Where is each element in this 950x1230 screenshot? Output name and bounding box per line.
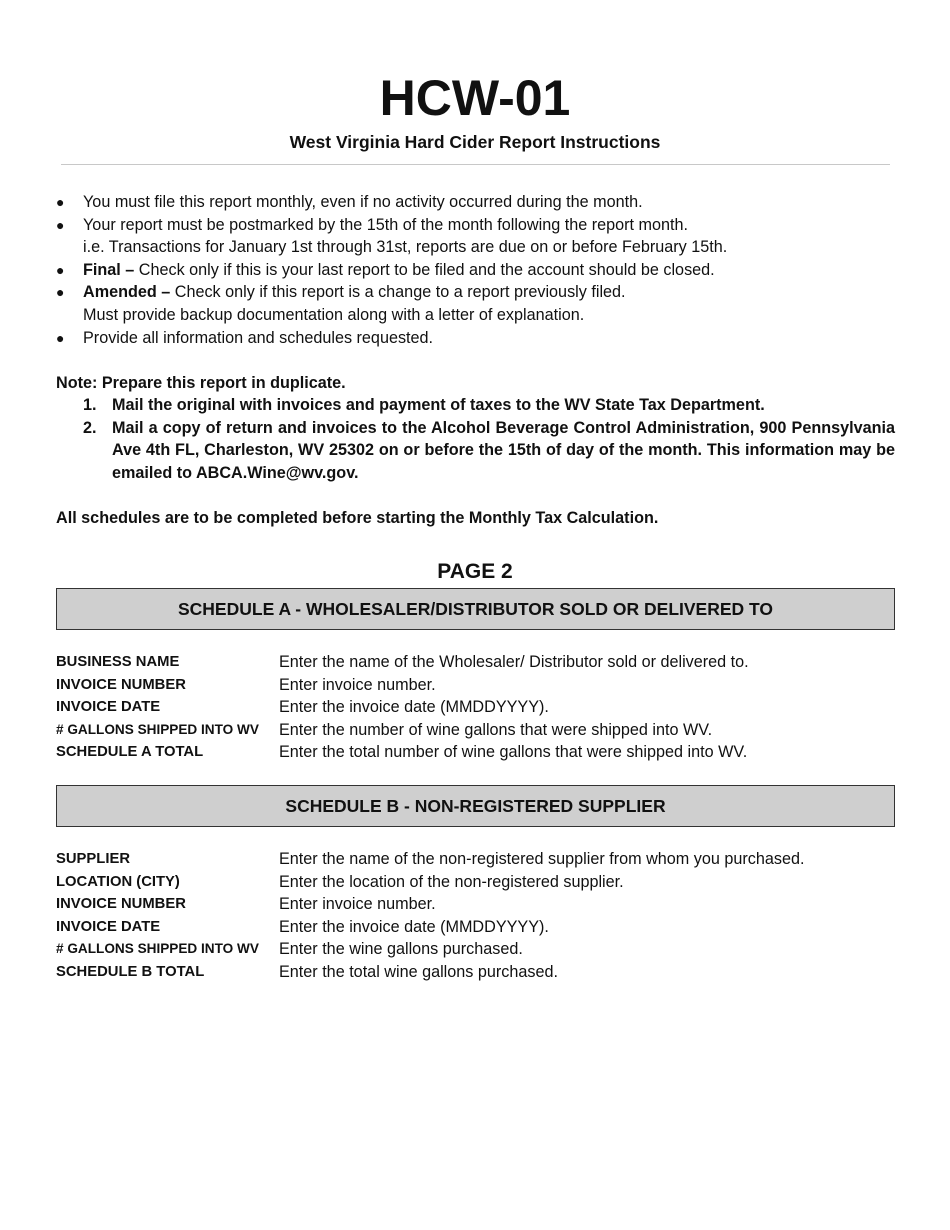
list-item-text: Amended – Check only if this report is a change to a report previously filed. xyxy=(83,283,626,302)
list-item xyxy=(56,327,916,350)
definition-row xyxy=(56,719,916,742)
field-description: Enter the name of the Wholesaler/ Distributor sold or delivered to. xyxy=(279,653,749,671)
field-description: Enter the invoice date (MMDDYYYY). xyxy=(279,698,549,717)
definition-row xyxy=(56,651,916,674)
field-description: Enter the number of wine gallons that were shipped into WV. xyxy=(279,720,713,739)
bullet-icon: ● xyxy=(56,329,65,346)
schedule-b-definitions xyxy=(56,848,916,984)
field-description: Enter the name of the non-registered supplier from whom you purchased. xyxy=(279,850,805,868)
field-description: Enter the location of the non-registered supplier. xyxy=(279,872,624,891)
field-description: Enter the invoice date (MMDDYYYY). xyxy=(279,917,549,936)
item-text: Mail a copy of return and invoices to the Alcohol Beverage Control Administration, 900 Pennsylvania Ave 4th FL, Charleston, WV 25302 on or before the 15th of day of the month. This information may be emailed to ABCA.Wine@wv.gov. xyxy=(112,418,895,482)
bullet-icon: ● xyxy=(56,284,65,301)
field-description: Enter the total wine gallons purchased. xyxy=(279,962,558,981)
schedule-b-header: SCHEDULE B - NON-REGISTERED SUPPLIER xyxy=(56,785,895,827)
definition-row xyxy=(56,741,916,764)
field-name: SCHEDULE A TOTAL xyxy=(56,744,204,761)
definition-row xyxy=(56,961,916,984)
list-item-continuation xyxy=(56,304,916,327)
list-item-text: Provide all information and schedules requested. xyxy=(83,328,434,347)
all-schedules-note: All schedules are to be completed before starting the Monthly Tax Calculation. xyxy=(56,509,659,527)
field-name: # GALLONS SHIPPED INTO WV xyxy=(56,941,259,957)
field-name: LOCATION (CITY) xyxy=(56,873,180,890)
definition-row xyxy=(56,871,916,894)
field-name: INVOICE DATE xyxy=(56,918,161,935)
form-subtitle: West Virginia Hard Cider Report Instructions xyxy=(289,132,661,152)
schedule-a-definitions xyxy=(56,651,916,764)
list-item-text: Final – Check only if this is your last report to be filed and the account should be closed. xyxy=(83,260,715,279)
list-item-amended xyxy=(56,281,916,304)
field-description: Enter invoice number. xyxy=(279,675,436,694)
definition-row xyxy=(56,674,916,697)
bullet-icon: ● xyxy=(56,261,65,278)
item-number: 2. xyxy=(83,418,97,437)
mailing-instructions-list xyxy=(83,394,895,484)
field-name: SUPPLIER xyxy=(56,851,130,867)
field-name: SCHEDULE B TOTAL xyxy=(56,963,205,980)
field-description: Enter the total number of wine gallons that were shipped into WV. xyxy=(279,743,748,762)
list-item xyxy=(56,214,916,237)
field-name: BUSINESS NAME xyxy=(56,654,180,670)
list-item-text: You must file this report monthly, even if no activity occurred during the month. xyxy=(83,193,643,211)
field-name: INVOICE NUMBER xyxy=(56,676,186,693)
note-heading: Note: Prepare this report in duplicate. xyxy=(56,374,346,392)
definition-row xyxy=(56,938,916,961)
item-number: 1. xyxy=(83,396,97,414)
field-description: Enter the wine gallons purchased. xyxy=(279,940,523,959)
field-name: INVOICE DATE xyxy=(56,699,161,716)
list-item-text: i.e. Transactions for January 1st through 31st, reports are due on or before February 15th. xyxy=(83,238,728,257)
definition-row xyxy=(56,848,916,871)
field-description: Enter invoice number. xyxy=(279,895,436,914)
page-label: PAGE 2 xyxy=(437,560,513,583)
form-title: HCW-01 xyxy=(379,70,571,126)
schedule-a-header: SCHEDULE A - WHOLESALER/DISTRIBUTOR SOLD OR DELIVERED TO xyxy=(56,588,895,630)
header-divider xyxy=(61,164,890,165)
bullet-icon: ● xyxy=(56,216,65,233)
item-text: Mail the original with invoices and payment of taxes to the WV State Tax Department. xyxy=(112,396,765,414)
definition-row xyxy=(56,916,916,939)
field-name: # GALLONS SHIPPED INTO WV xyxy=(56,721,259,737)
list-item-text: Must provide backup documentation along with a letter of explanation. xyxy=(83,305,585,324)
numbered-item xyxy=(83,394,895,417)
list-item-continuation xyxy=(56,236,916,259)
instruction-list xyxy=(56,191,916,349)
field-name: INVOICE NUMBER xyxy=(56,896,186,913)
list-item-final xyxy=(56,259,916,282)
bullet-icon: ● xyxy=(56,194,65,210)
numbered-item xyxy=(83,417,895,485)
list-item-text: Your report must be postmarked by the 15th of the month following the report month. xyxy=(83,215,688,234)
definition-row xyxy=(56,696,916,719)
definition-row xyxy=(56,893,916,916)
list-item xyxy=(56,191,916,214)
